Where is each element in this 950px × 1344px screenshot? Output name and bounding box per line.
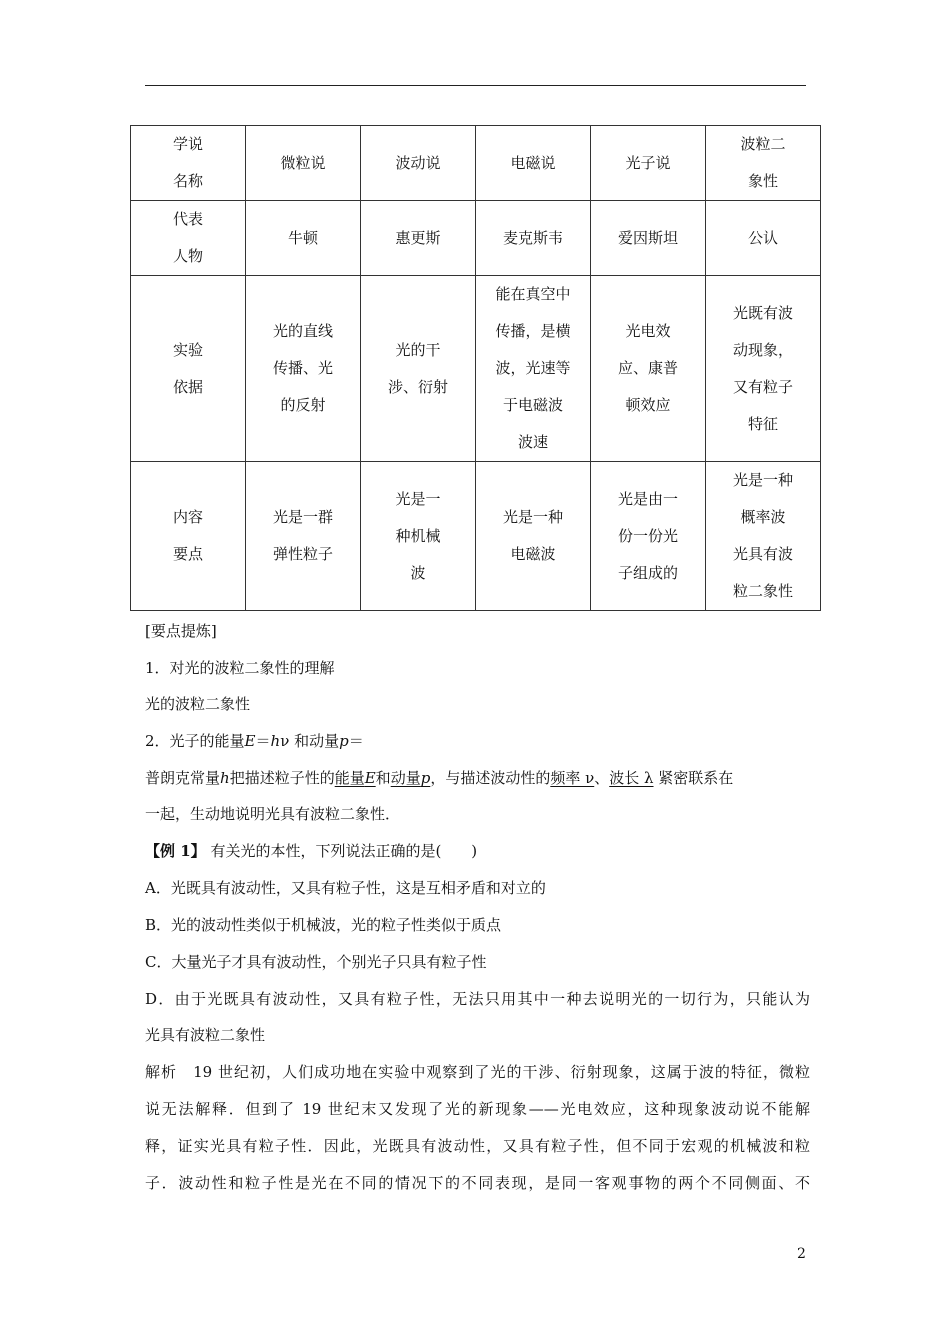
cell-line: 概率波 — [740, 508, 786, 526]
cell-line: 光具有波 — [732, 545, 793, 563]
item-1-title: 1．对光的波粒二象性的理解 — [145, 659, 335, 677]
table-cell — [476, 201, 591, 276]
underlined-wavelength: 波长 λ — [609, 769, 654, 787]
table-cell — [591, 276, 706, 462]
cell-line: 于电磁波 — [502, 396, 563, 414]
table-row — [131, 201, 821, 276]
underlined-energy: 能量E — [334, 769, 376, 787]
cell-line: 传播，是横 — [495, 322, 571, 340]
table-cell — [476, 276, 591, 462]
cell-line: 微粒说 — [280, 153, 326, 172]
table-cell — [361, 276, 476, 462]
cell-line: 电磁说 — [510, 153, 556, 172]
cell-line: 名称 — [172, 172, 203, 190]
planck-sentence: 普朗克常量h把描述粒子性的能量E和动量p，与描述波动性的频率 ν、波长 λ 紧密联系在 — [145, 769, 734, 787]
table-row — [131, 462, 821, 611]
cell-line: 惠更斯 — [395, 228, 441, 247]
cell-line: 实验 — [172, 340, 203, 359]
cell-line: 光的干 — [395, 340, 441, 359]
cell-line: 牛顿 — [287, 228, 318, 247]
cell-line: 传播、光 — [272, 359, 333, 377]
cell-line: 人物 — [172, 247, 203, 265]
cell-line: 电磁波 — [510, 545, 556, 563]
table-cell — [246, 462, 361, 611]
cell-line: 学说 — [172, 135, 203, 153]
cell-line: 子组成的 — [617, 563, 678, 582]
cell-line: 内容 — [172, 508, 203, 526]
example-tag: 【例 1】 — [145, 842, 206, 860]
cell-line: 涉、衍射 — [387, 377, 448, 396]
table-row-label — [131, 201, 246, 276]
item-2-title: 2．光子的能量E＝hν 和动量p＝ — [145, 732, 364, 750]
analysis-line-2: 说无法解释．但到了 19 世纪末又发现了光的新现象——光电效应，这种现象波动说不能解 — [145, 1100, 810, 1118]
cell-line: 光电效 — [625, 322, 671, 340]
cell-line: 能在真空中 — [495, 285, 571, 303]
page-number: 2 — [797, 1246, 806, 1262]
cell-line: 光是一 — [395, 489, 441, 508]
table-row-label — [131, 276, 246, 462]
cell-line: 要点 — [172, 545, 203, 563]
underlined-momentum: 动量p — [390, 769, 431, 787]
table-cell — [361, 126, 476, 201]
table-row-label — [131, 462, 246, 611]
option-a: A．光既具有波动性，又具有粒子性，这是互相矛盾和对立的 — [145, 879, 546, 897]
cell-line: 又有粒子 — [732, 377, 793, 396]
table-cell — [706, 462, 821, 611]
table-cell — [476, 462, 591, 611]
cell-line: 光既有波 — [732, 303, 793, 322]
cell-line: 爱因斯坦 — [617, 228, 678, 247]
cell-line: 特征 — [747, 414, 778, 433]
cell-line: 份一份光 — [617, 526, 678, 545]
cell-line: 波速 — [517, 433, 548, 451]
table-row-label — [131, 126, 246, 201]
cell-line: 波 — [410, 563, 426, 582]
table-cell — [361, 201, 476, 276]
table-row — [131, 276, 821, 462]
cell-line: 的反射 — [280, 396, 326, 414]
theory-comparison-table — [130, 125, 821, 611]
option-b: B．光的波动性类似于机械波，光的粒子性类似于质点 — [145, 916, 502, 934]
option-d: D．由于光既具有波动性，又具有粒子性，无法只用其中一种去说明光的一切行为，只能认为 — [145, 990, 810, 1008]
analysis-line-4: 子．波动性和粒子性是光在不同的情况下的不同表现，是同一客观事物的两个不同侧面、不 — [145, 1174, 810, 1192]
cell-line: 光的直线 — [272, 322, 333, 340]
option-d-cont: 光具有波粒二象性 — [145, 1026, 266, 1044]
cell-line: 光是一群 — [272, 508, 333, 526]
table-cell — [591, 201, 706, 276]
table-cell — [591, 126, 706, 201]
cell-line: 动现象， — [732, 340, 793, 359]
table-cell — [246, 201, 361, 276]
table-cell — [476, 126, 591, 201]
cell-line: 波动说 — [395, 153, 441, 172]
cell-line: 应、康普 — [617, 359, 678, 377]
table-cell — [246, 276, 361, 462]
table-cell — [706, 201, 821, 276]
item-1-body: 光的波粒二象性 — [145, 695, 251, 713]
analysis-line-1: 解析 19 世纪初，人们成功地在实验中观察到了光的干涉、衍射现象，这属于波的特征，微粒 — [145, 1063, 810, 1081]
cell-line: 顿效应 — [625, 396, 671, 414]
example-question: 【例 1】 有关光的本性，下列说法正确的是( ) — [145, 842, 478, 860]
analysis-line-3: 释，证实光具有粒子性．因此，光既具有波动性，又具有粒子性，但不同于宏观的机械波和粒 — [145, 1137, 810, 1155]
section-heading: [要点提炼] — [145, 622, 217, 640]
cell-line: 光是由一 — [617, 489, 678, 508]
planck-sentence-cont: 一起，生动地说明光具有波粒二象性． — [145, 805, 401, 823]
cell-line: 种机械 — [395, 526, 441, 545]
cell-line: 波粒二 — [740, 135, 786, 153]
header-rule — [145, 85, 806, 86]
cell-line: 光是一种 — [732, 471, 793, 489]
table-row — [131, 126, 821, 201]
cell-line: 粒二象性 — [732, 582, 793, 600]
cell-line: 象性 — [747, 172, 778, 190]
cell-line: 公认 — [747, 228, 778, 247]
option-c: C．大量光子才具有波动性，个别光子只具有粒子性 — [145, 953, 487, 971]
table-cell — [591, 462, 706, 611]
cell-line: 弹性粒子 — [272, 545, 333, 563]
cell-line: 代表 — [172, 210, 203, 228]
cell-line: 光是一种 — [502, 508, 563, 526]
cell-line: 光子说 — [625, 153, 671, 172]
table-cell — [706, 276, 821, 462]
table-cell — [706, 126, 821, 201]
cell-line: 麦克斯韦 — [502, 228, 563, 247]
underlined-frequency: 频率 ν — [550, 769, 595, 787]
table-cell — [246, 126, 361, 201]
table-cell — [361, 462, 476, 611]
cell-line: 波，光速等 — [495, 359, 571, 377]
cell-line: 依据 — [172, 377, 203, 396]
